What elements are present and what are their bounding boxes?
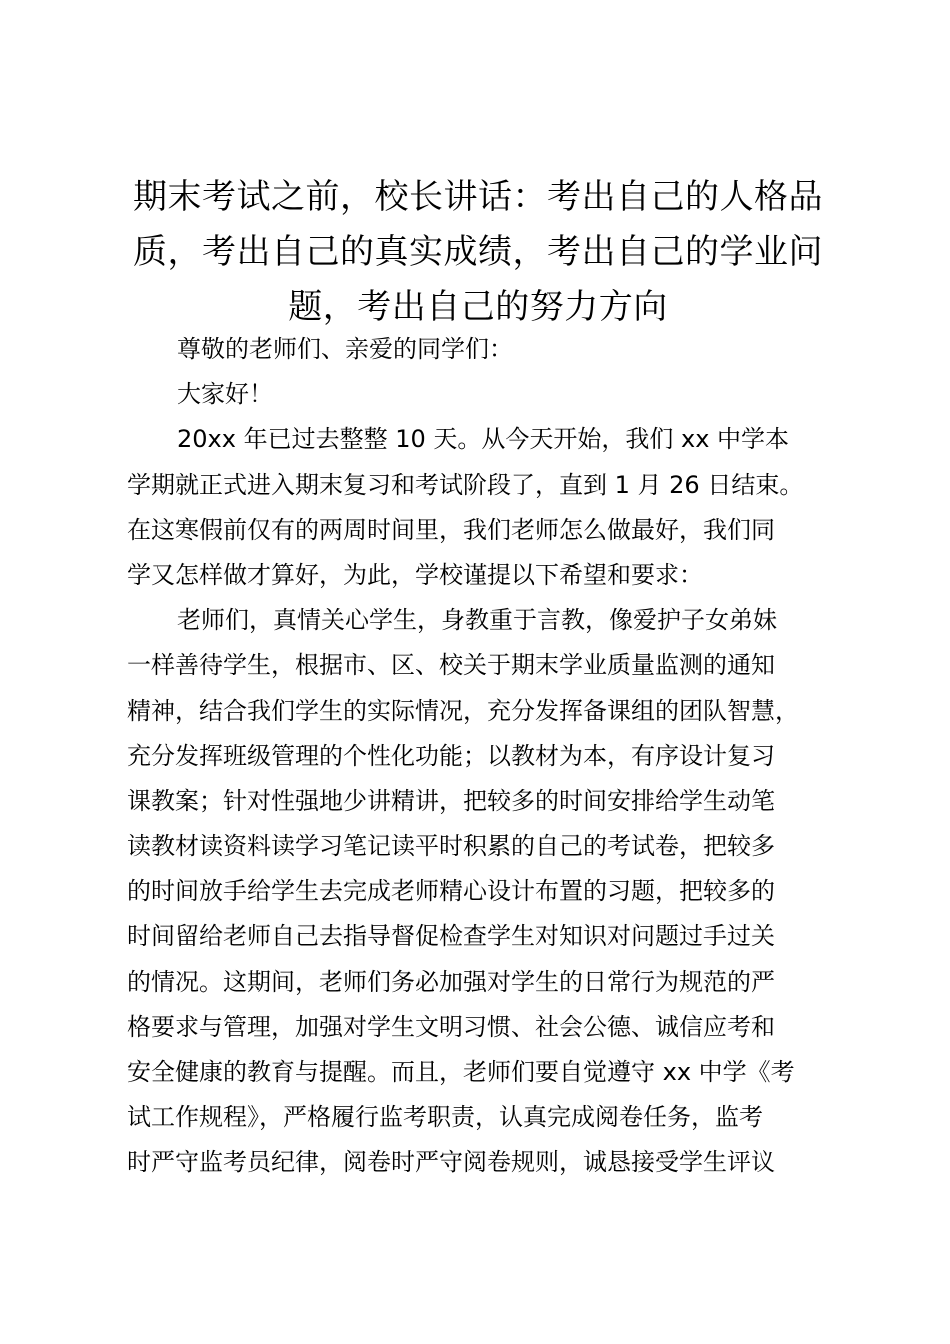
document-body [127, 327, 867, 1186]
paragraph-line: 充分发挥班级管理的个性化功能；以教材为本，有序设计复习 [127, 741, 775, 770]
greeting: 大家好！ [177, 380, 273, 409]
paragraph-line: 格要求与管理，加强对学生文明习惯、社会公德、诚信应考和 [127, 1012, 775, 1041]
paragraph-line: 学期就正式进入期末复习和考试阶段了，直到 1 月 26 日结束。 [127, 470, 804, 499]
title-line: 质，考出自己的真实成绩，考出自己的学业问 [133, 232, 823, 272]
salutation: 尊敬的老师们、亲爱的同学们： [177, 335, 513, 363]
paragraph-line: 学又怎样做才算好，为此，学校谨提以下希望和要求： [127, 560, 703, 589]
paragraph-line: 时间留给老师自己去指导督促检查学生对知识对问题过手过关 [127, 922, 775, 951]
document-title [118, 170, 838, 335]
title-line: 题，考出自己的努力方向 [288, 287, 668, 327]
title-line: 期末考试之前，校长讲话：考出自己的人格品 [133, 177, 823, 217]
paragraph-line: 时严守监考员纪律，阅卷时严守阅卷规则，诚恳接受学生评议 [127, 1148, 775, 1177]
paragraph-line: 在这寒假前仅有的两周时间里，我们老师怎么做最好，我们同 [127, 515, 775, 544]
paragraph-line: 课教案；针对性强地少讲精讲，把较多的时间安排给学生动笔 [127, 786, 775, 815]
paragraph-line: 的时间放手给学生去完成老师精心设计布置的习题，把较多的 [127, 877, 775, 906]
paragraph-line: 精神，结合我们学生的实际情况，充分发挥备课组的团队智慧， [127, 696, 799, 725]
paragraph-line: 试工作规程》，严格履行监考职责，认真完成阅卷任务，监考 [127, 1103, 763, 1132]
paragraph-line: 读教材读资料读学习笔记读平时积累的自己的考试卷，把较多 [127, 832, 775, 861]
paragraph-line: 的情况。这期间，老师们务必加强对学生的日常行为规范的严 [127, 967, 775, 996]
paragraph-line: 20xx 年已过去整整 10 天。从今天开始，我们 xx 中学本 [177, 425, 790, 454]
paragraph-line: 安全健康的教育与提醒。而且，老师们要自觉遵守 xx 中学《考 [127, 1058, 795, 1086]
paragraph-1 [127, 417, 867, 598]
paragraph-line: 老师们，真情关心学生，身教重于言教，像爱护子女弟妹 [177, 606, 777, 635]
paragraph-line: 一样善待学生，根据市、区、校关于期末学业质量监测的通知 [127, 651, 775, 680]
paragraph-2 [127, 598, 867, 1185]
